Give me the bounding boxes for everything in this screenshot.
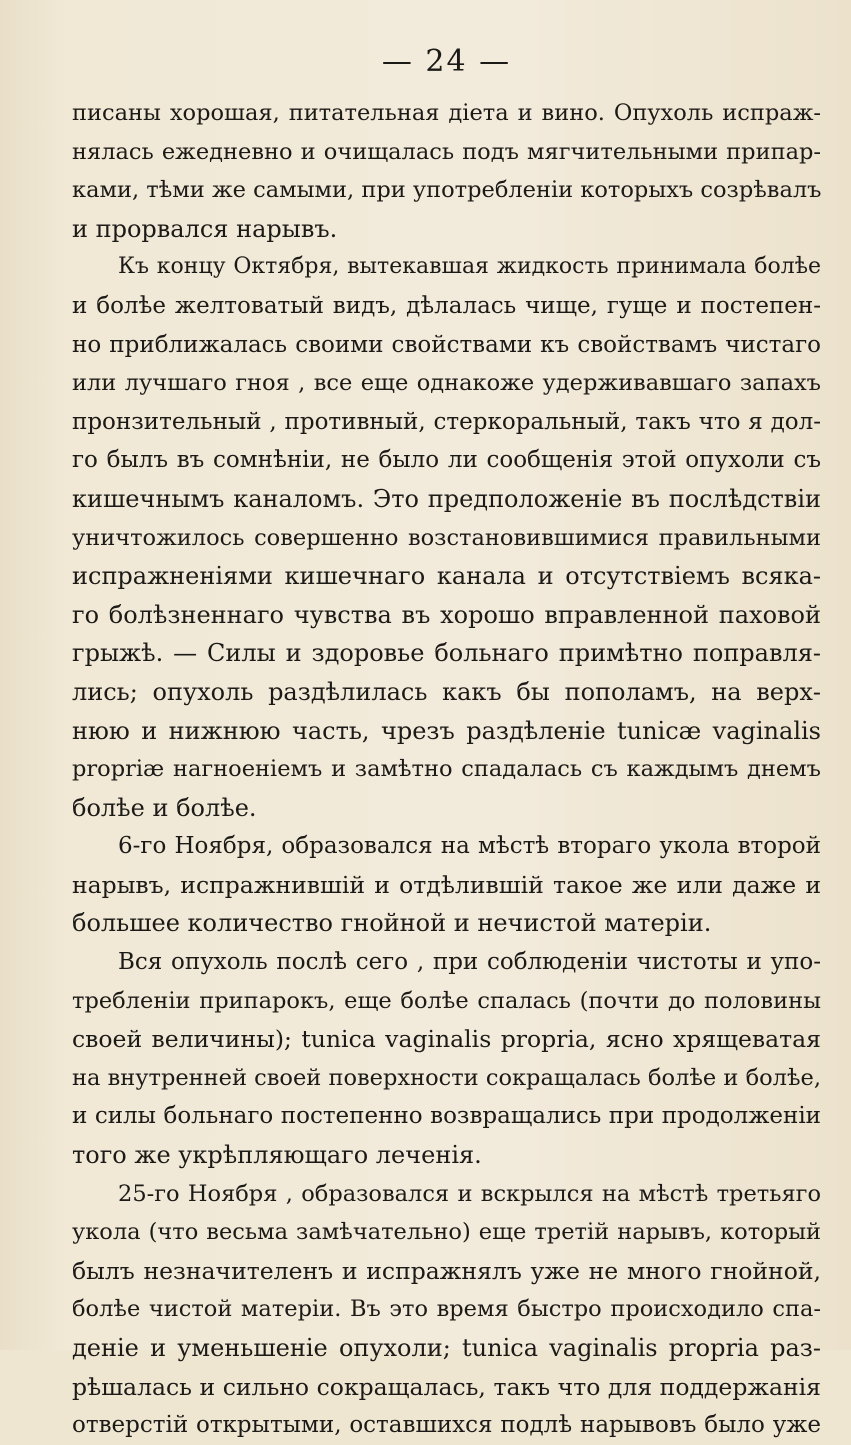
text-line: деніе и уменьшеніе опухоли; tunica vaginalis propria раз- [72,1334,821,1362]
text-line: укола (что весьма замѣчательно) еще третій нарывъ, который [72,1219,821,1246]
text-line: го былъ въ сомнѣніи, не было ли сообщенія этой опухоли съ [72,447,821,474]
text-line: былъ незначителенъ и испражнялъ уже не много гнойной, [72,1256,821,1285]
text-line: ками, тѣми же самыми, при употребленіи которыхъ созрѣвалъ [72,177,821,204]
text-line: нарывъ, испражнившій и отдѣлившій такое же или даже и [72,870,821,899]
text-line: propriæ нагноеніемъ и замѣтно спадалась съ каждымъ днемъ [72,756,821,783]
text-line: испражненіями кишечнаго канала и отсутствіемъ всяка- [72,562,821,591]
text-line: нялась ежедневно и очищалась подъ мягчительными припар- [72,138,821,165]
text-line: требленіи припарокъ, еще болѣе спалась (почти до половины [72,987,821,1014]
text-line: своей величины); tunica vaginalis propria, ясно хрящеватая [72,1025,821,1054]
text-line: рѣшалась и сильно сокращалась, такъ что для поддержанія [72,1372,821,1401]
text-line: болѣе и болѣе. [72,793,257,822]
text-line: уничтожилось совершенно возстановившимися правильными [72,524,821,551]
text-line: го болѣзненнаго чувства въ хорошо вправленной паховой [72,600,821,629]
text-line: того же укрѣпляющаго леченія. [72,1141,482,1170]
text-line: и прорвался нарывъ. [72,214,338,243]
text-line: на внутренней своей поверхности сокращалась болѣе и болѣе, [72,1064,821,1091]
body-text [72,94,821,1445]
text-line: кишечнымъ каналомъ. Это предположеніе въ послѣдствіи [72,484,821,513]
text-line: грыжѣ. — Силы и здоровье больнаго примѣтно поправля- [72,639,821,668]
text-line: 6-го Ноября, образовался на мѣстѣ втораго укола второй [118,833,821,860]
text-line: писаны хорошая, питательная діета и вино. Опухоль испраж- [72,100,821,126]
text-line: нюю и нижнюю часть, чрезъ раздѣленіе tunicæ vaginalis [72,716,821,745]
text-line: пронзительный , противный, стеркоральный, такъ что я дол- [72,408,821,435]
text-line: 25-го Ноября , образовался и вскрылся на мѣстѣ третьяго [118,1180,821,1207]
text-line: отверстій открытыми, оставшихся подлѣ нарывовъ было уже [72,1412,821,1439]
text-line: и силы больнаго постепенно возвращались при продолженіи [72,1103,821,1130]
text-line: Къ концу Октября, вытекавшая жидкость принимала болѣе [118,254,821,280]
text-line: но приближалась своими свойствами къ свойствамъ чистаго [72,331,821,358]
text-line: или лучшаго гноя , все еще однакоже удерживавшаго запахъ [72,370,821,397]
text-line: болѣе чистой матеріи. Въ это время быстро происходило спа- [72,1296,821,1323]
text-line: и болѣе желтоватый видъ, дѣлалась чище, гуще и постепен- [72,292,821,319]
text-line: большее количество гнойной и нечистой матеріи. [72,909,712,938]
page-number: — 24 — [381,44,512,79]
text-line: Вся опухоль послѣ сего , при соблюденіи чистоты и упо- [118,949,821,976]
text-line: лись; опухоль раздѣлилась какъ бы пополамъ, на верх- [72,677,821,706]
